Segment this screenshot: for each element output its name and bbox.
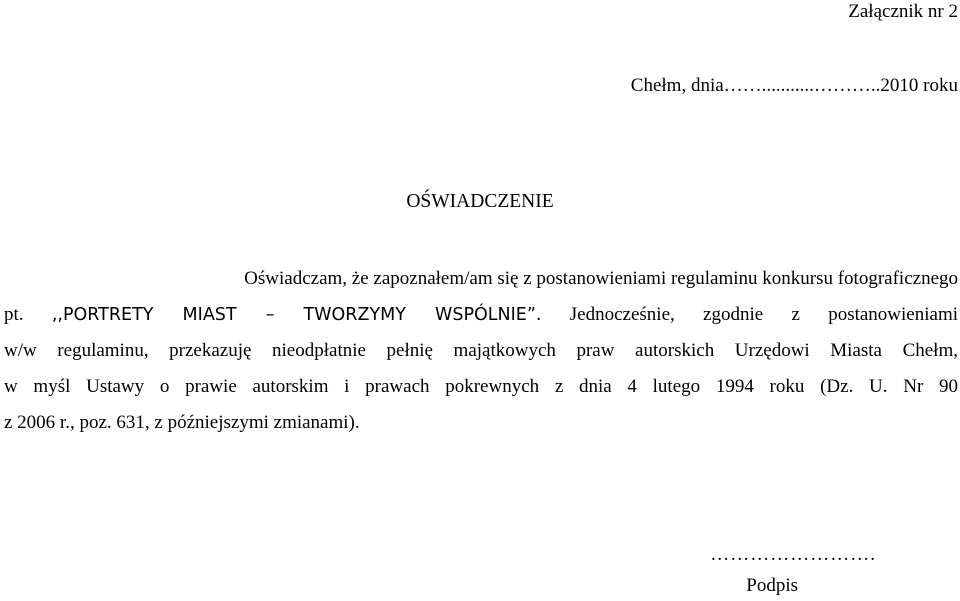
place-date: Chełm, dnia……...........………..2010 roku — [630, 75, 958, 96]
signature-label: Podpis — [746, 575, 798, 596]
signature-dots: ……………………. — [710, 544, 876, 565]
body-line-2 — [4, 297, 958, 333]
annex-label: Załącznik nr 2 — [848, 1, 958, 22]
body-line-3: w/w regulaminu, przekazuję nieodpłatnie pełnię majątkowych praw autorskich Urzędowi Miasta Chełm, — [4, 340, 958, 361]
body-line-1: Oświadczam, że zapoznałem/am się z postanowieniami regulaminu konkursu fotograficznego — [244, 268, 958, 289]
document-title: OŚWIADCZENIE — [406, 191, 554, 212]
body-line-4: w myśl Ustawy o prawie autorskim i prawach pokrewnych z dnia 4 lutego 1994 roku (Dz. U. Nr 90 — [4, 376, 958, 397]
body-line-2-suffix: Jednocześnie, zgodnie z postanowieniami — [569, 304, 959, 325]
declaration-body — [4, 261, 958, 441]
contest-name: ,,PORTRETY MIAST – TWORZYMY WSPÓLNIE”. — [51, 305, 542, 325]
body-line-5: z 2006 r., poz. 631, z późniejszymi zmianami). — [4, 412, 360, 433]
body-line-2-prefix: pt. — [4, 304, 24, 325]
